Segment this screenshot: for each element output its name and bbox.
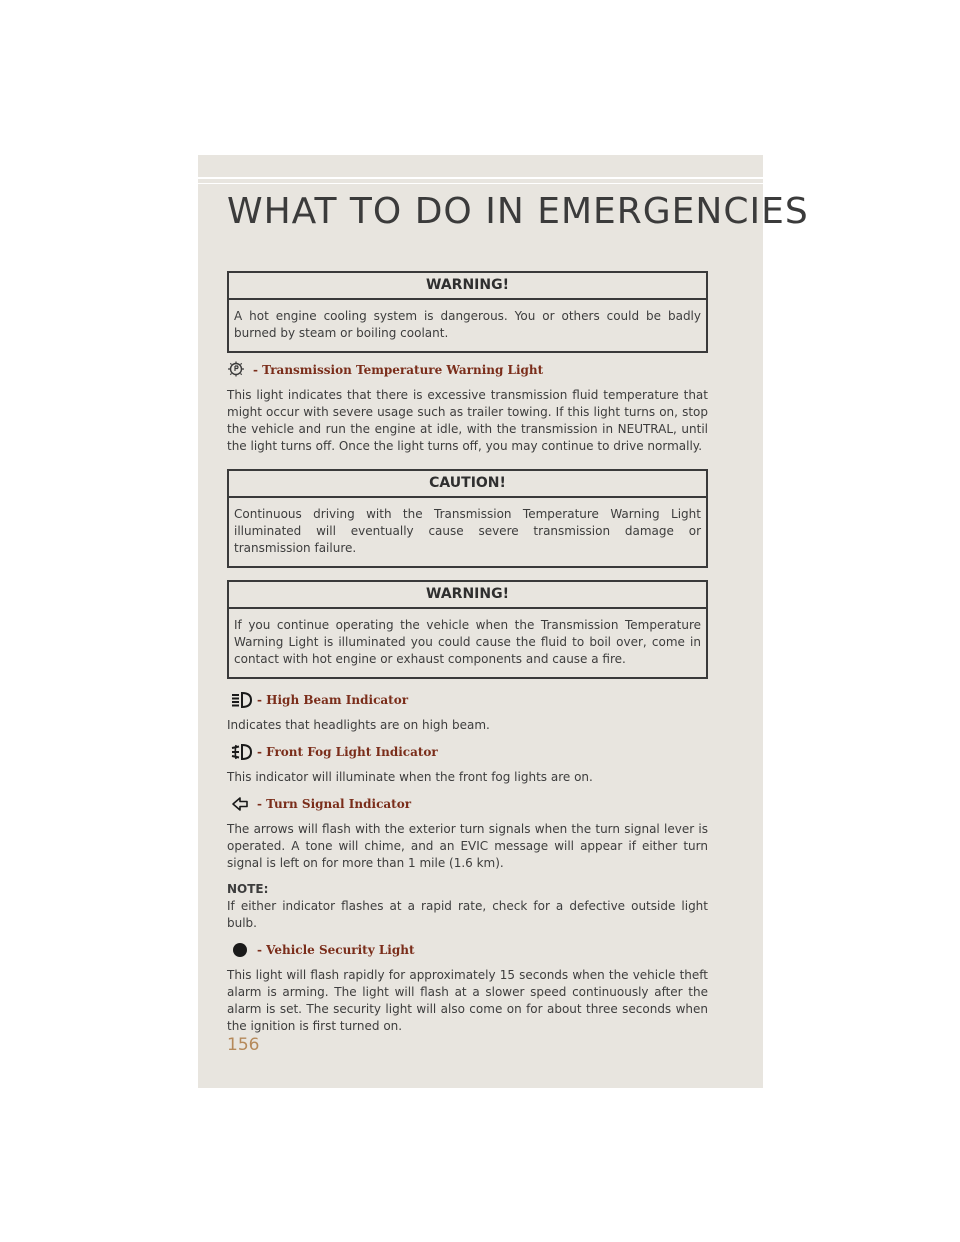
transmission-heading	[227, 361, 708, 379]
fog-light-text: This indicator will illuminate when the front fog lights are on.	[227, 770, 593, 784]
caution-box	[227, 469, 708, 568]
warning-title: WARNING!	[229, 273, 706, 300]
turn-signal-heading	[231, 795, 708, 813]
fog-light-heading-label: - Front Fog Light Indicator	[257, 744, 438, 759]
page-number: 156	[227, 1035, 260, 1055]
warning-text-2: If you continue operating the vehicle when the Transmission Temperature Warning Light is illuminated you could cause the fluid to boil over, come in contact with hot engine or exhaust components and cause a fire.	[234, 618, 701, 666]
header-rule	[198, 177, 763, 179]
caution-title: CAUTION!	[229, 471, 706, 498]
manual-page	[198, 155, 809, 1088]
warning-text: A hot engine cooling system is dangerous. You or others could be badly burned by steam or boiling coolant.	[234, 309, 701, 340]
warning-box	[227, 271, 708, 353]
transmission-temperature-icon	[227, 361, 249, 379]
security-heading	[231, 941, 708, 959]
fog-light-heading	[231, 743, 708, 761]
high-beam-heading	[231, 691, 708, 709]
chapter-title: WHAT TO DO IN EMERGENCIES	[227, 191, 809, 232]
turn-signal-icon	[231, 795, 253, 813]
transmission-text: This light indicates that there is excessive transmission fluid temperature that might occur with severe usage such as trailer towing. If this light turns on, stop the vehicle and run the engine at idle, with the transmission in NEUTRAL, until the light turns off. Once the light turns off, you may continue to drive normally.	[227, 388, 708, 453]
note-text: If either indicator flashes at a rapid rate, check for a defective outside light bulb.	[227, 899, 708, 930]
vehicle-security-icon	[231, 941, 253, 959]
front-fog-light-icon	[231, 743, 253, 761]
page-content	[227, 271, 708, 1044]
header-rule-thin	[198, 183, 763, 184]
high-beam-icon	[231, 691, 253, 709]
high-beam-heading-label: - High Beam Indicator	[257, 692, 409, 707]
security-heading-label: - Vehicle Security Light	[257, 942, 415, 957]
note-label: NOTE:	[227, 882, 269, 896]
high-beam-text: Indicates that headlights are on high beam.	[227, 718, 490, 732]
security-text: This light will flash rapidly for approximately 15 seconds when the vehicle theft alarm is arming. The light will flash at a slower speed continuously after the alarm is set. The security light will also come on for about three seconds when the ignition is first turned on.	[227, 968, 708, 1033]
warning-box-2	[227, 580, 708, 679]
caution-text: Continuous driving with the Transmission Temperature Warning Light illuminated will eventually cause severe transmission damage or transmission failure.	[234, 507, 701, 555]
transmission-heading-label: - Transmission Temperature Warning Light	[253, 362, 544, 377]
warning-title-2: WARNING!	[229, 582, 706, 609]
turn-signal-heading-label: - Turn Signal Indicator	[257, 796, 412, 811]
turn-signal-text: The arrows will flash with the exterior turn signals when the turn signal lever is operated. A tone will chime, and an EVIC message will appear if either turn signal is left on for more than 1 mile (1.6 km).	[227, 822, 708, 870]
